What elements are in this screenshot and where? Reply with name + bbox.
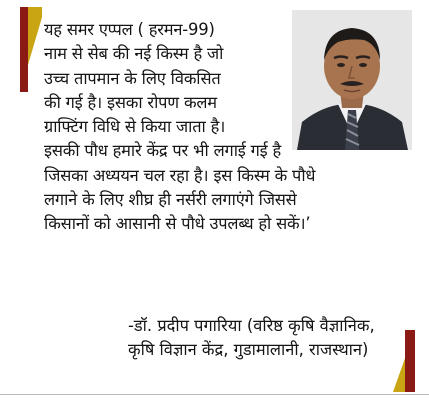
quote-line: यह समर एप्पल ( हरमन-99) (44, 20, 215, 39)
attribution-affiliation: कृषि विज्ञान केंद्र, गुडामालानी, राजस्थान) (128, 340, 369, 360)
quote-line: जिसका अध्ययन चल रहा है। इस किस्म के पौधे (44, 165, 316, 185)
attribution-name: -डॉ. प्रदीप पगारिया (वरिष्ठ कृषि वैज्ञानिक, (128, 316, 375, 335)
quote-line: इसकी पौध हमारे केंद्र पर भी लगाई गई है (44, 141, 282, 161)
quote-line: उच्च तापमान के लिए विकसित (44, 68, 221, 88)
quote-line: किसानों को आसानी से पौधे उपलब्ध हो सकें।’ (44, 214, 311, 234)
bottom-divider (0, 394, 429, 395)
quote-line: की गई है। इसका रोपण कलम (44, 92, 217, 112)
corner-decoration-top-left-inner (20, 7, 28, 92)
quote-line: ग्राफ्टिंग विधि से किया जाता है। (44, 117, 226, 137)
quote-line: नाम से सेब की नई किस्म है जो (44, 44, 224, 64)
quote-line: लगाने के लिए शीघ्र ही नर्सरी लगाएंगे जिससे (44, 190, 297, 210)
quote-text (44, 18, 404, 237)
corner-decoration-bottom-right-inner (405, 330, 415, 392)
attribution (128, 314, 418, 363)
